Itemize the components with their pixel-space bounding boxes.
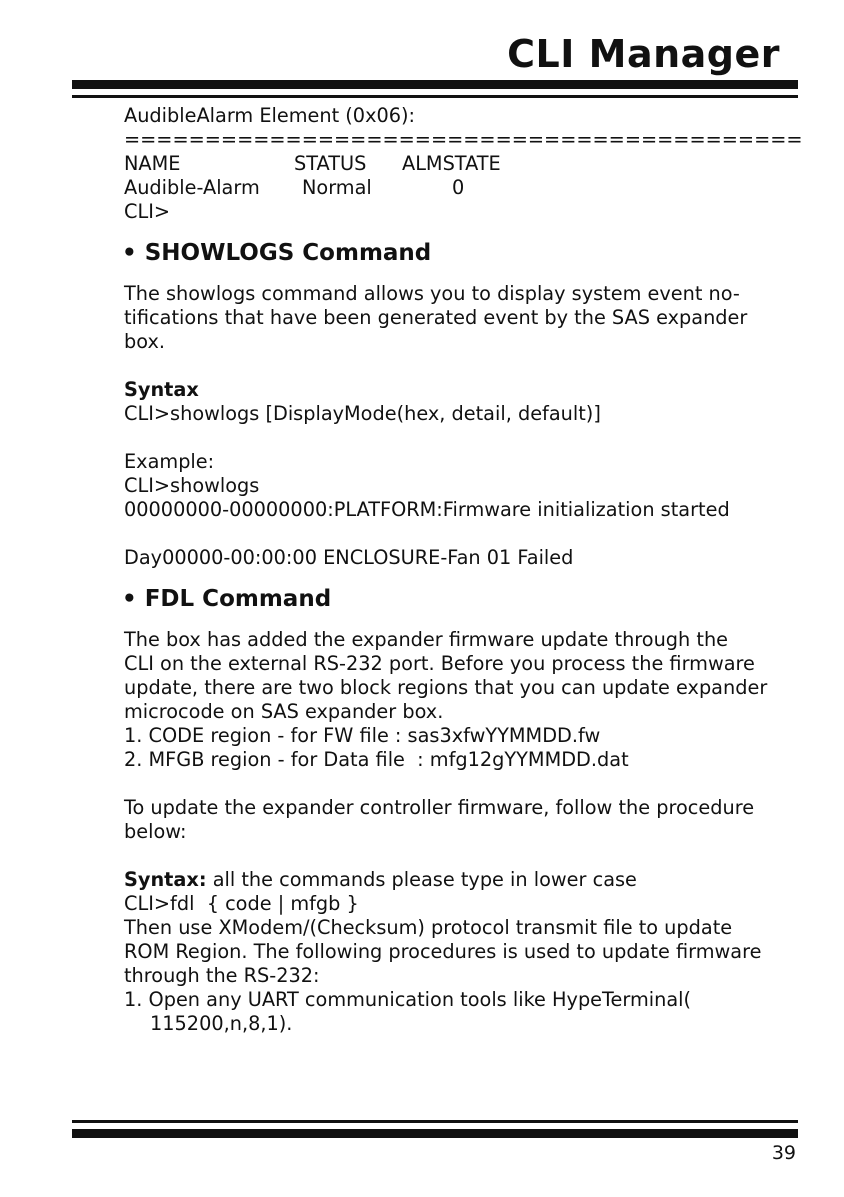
fdl-syntax-note: all the commands please type in lower case xyxy=(206,868,637,891)
alarm-header-row xyxy=(124,152,814,176)
col-status: STATUS xyxy=(294,152,367,175)
fdl-step-line: 1. Open any UART communication tools like HypeTerminal( xyxy=(124,988,692,1011)
fdl-desc-line: microcode on SAS expander box. xyxy=(124,700,444,723)
cell-name: Audible-Alarm xyxy=(124,176,260,199)
fdl-proc-line: ROM Region. The following procedures is used to update firmware xyxy=(124,940,762,963)
showlogs-example-cmd: CLI>showlogs xyxy=(124,474,260,497)
showlogs-example-output: Day00000-00:00:00 ENCLOSURE-Fan 01 Failed xyxy=(124,546,574,569)
cli-prompt: CLI> xyxy=(124,200,171,223)
fdl-step-line: 115200,n,8,1). xyxy=(150,1012,293,1035)
fdl-desc-line: CLI on the external RS-232 port. Before you process the firmware xyxy=(124,652,755,675)
footer-rule-thin xyxy=(72,1120,798,1123)
page-content xyxy=(124,104,814,1036)
showlogs-syntax-label: Syntax xyxy=(124,378,199,401)
fdl-proc-line: Then use XModem/(Checksum) protocol transmit file to update xyxy=(124,916,733,939)
fdl-intro-line: To update the expander controller firmware, follow the procedure xyxy=(124,796,755,819)
bullet-icon: • xyxy=(122,586,137,612)
showlogs-syntax: CLI>showlogs [DisplayMode(hex, detail, default)] xyxy=(124,402,601,425)
showlogs-heading: • SHOWLOGS Command xyxy=(122,240,432,266)
showlogs-desc-line: tifications that have been generated event by the SAS expander xyxy=(124,306,748,329)
fdl-desc-line: update, there are two block regions that you can update expander xyxy=(124,676,768,699)
col-almstate: ALMSTATE xyxy=(402,152,501,175)
cell-status: Normal xyxy=(302,176,372,199)
cell-almstate: 0 xyxy=(452,176,465,199)
page-title: CLI Manager xyxy=(507,32,780,76)
bullet-icon: • xyxy=(122,240,137,266)
footer-rule-thick xyxy=(72,1129,798,1138)
fdl-intro-line: below: xyxy=(124,820,187,843)
page-number: 39 xyxy=(771,1142,796,1164)
showlogs-desc-line: The showlogs command allows you to display system event no- xyxy=(124,282,740,305)
fdl-syntax xyxy=(124,868,814,892)
fdl-region-item: 1. CODE region - for FW file : sas3xfwYYMMDD.fw xyxy=(124,724,601,747)
showlogs-example-output: 00000000-00000000:PLATFORM:Firmware initialization started xyxy=(124,498,730,521)
fdl-syntax-label: Syntax: xyxy=(124,868,207,891)
fdl-syntax-cmd: CLI>fdl { code | mfgb } xyxy=(124,892,359,915)
header-rule-thin xyxy=(72,95,798,98)
header-rule-thick xyxy=(72,80,798,89)
fdl-desc-line: The box has added the expander firmware update through the xyxy=(124,628,729,651)
col-name: NAME xyxy=(124,152,181,175)
fdl-heading: • FDL Command xyxy=(122,586,332,612)
alarm-data-row xyxy=(124,176,814,200)
fdl-proc-line: through the RS-232: xyxy=(124,964,320,987)
alarm-separator: ========================================== xyxy=(124,128,803,151)
alarm-heading: AudibleAlarm Element (0x06): xyxy=(124,104,416,127)
showlogs-example-label: Example: xyxy=(124,450,215,473)
showlogs-desc-line: box. xyxy=(124,330,165,353)
fdl-region-item: 2. MFGB region - for Data file : mfg12gYYMMDD.dat xyxy=(124,748,629,771)
